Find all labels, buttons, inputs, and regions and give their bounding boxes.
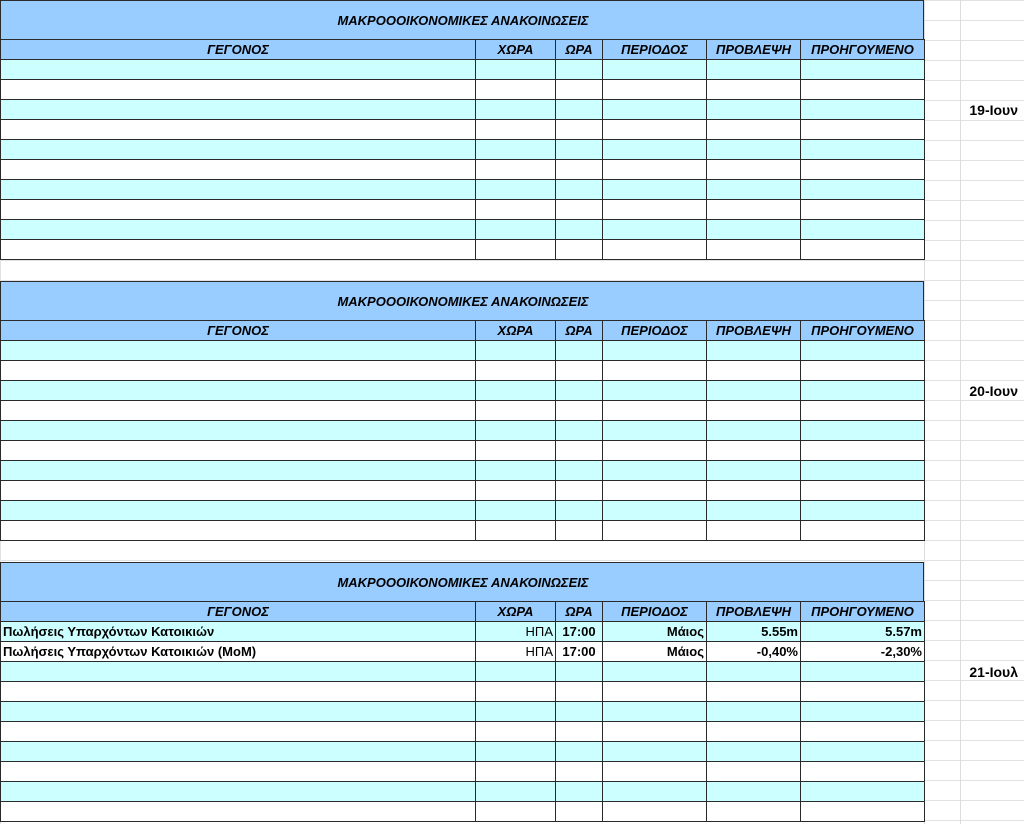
table-row: [1, 401, 925, 421]
cell-period[interactable]: [603, 341, 707, 361]
cell-period[interactable]: [603, 80, 707, 100]
cell-period[interactable]: [603, 682, 707, 702]
cell-event[interactable]: [1, 481, 476, 501]
cell-previous[interactable]: [801, 461, 925, 481]
header-row: [1, 602, 925, 622]
cell-period[interactable]: [603, 421, 707, 441]
column-header-time: ΩΡΑ: [556, 40, 603, 60]
table-row: [1, 481, 925, 501]
cell-country[interactable]: [476, 220, 556, 240]
cell-country[interactable]: [476, 100, 556, 120]
section-title: ΜΑΚΡΟΟΟΙΚΟΝΟΜΙΚΕΣ ΑΝΑΚΟΙΝΩΣΕΙΣ: [0, 281, 924, 320]
cell-period[interactable]: [603, 762, 707, 782]
cell-forecast[interactable]: [707, 722, 801, 742]
cell-event[interactable]: Πωλήσεις Υπαρχόντων Κατοικιών (MoM): [1, 642, 476, 662]
table-row: [1, 682, 925, 702]
cell-forecast[interactable]: [707, 521, 801, 541]
cell-event[interactable]: [1, 100, 476, 120]
cell-previous[interactable]: [801, 782, 925, 802]
date-label: 19-Ιουν: [969, 102, 1018, 118]
cell-time[interactable]: [556, 60, 603, 80]
cell-forecast[interactable]: [707, 361, 801, 381]
table-row: [1, 461, 925, 481]
column-header-period: ΠΕΡΙΟΔΟΣ: [603, 321, 707, 341]
column-header-period: ΠΕΡΙΟΔΟΣ: [603, 40, 707, 60]
cell-period[interactable]: [603, 140, 707, 160]
cell-forecast[interactable]: [707, 421, 801, 441]
table-row: [1, 240, 925, 260]
cell-country[interactable]: [476, 60, 556, 80]
table-row: [1, 381, 925, 401]
cell-country[interactable]: [476, 240, 556, 260]
table-row: [1, 722, 925, 742]
cell-forecast[interactable]: [707, 802, 801, 822]
cell-previous[interactable]: [801, 682, 925, 702]
cell-forecast[interactable]: [707, 220, 801, 240]
cell-forecast[interactable]: [707, 160, 801, 180]
cell-event[interactable]: [1, 361, 476, 381]
cell-forecast[interactable]: [707, 441, 801, 461]
table-row: [1, 341, 925, 361]
table-row: [1, 100, 925, 120]
cell-event[interactable]: [1, 240, 476, 260]
cell-period[interactable]: [603, 481, 707, 501]
cell-country[interactable]: [476, 361, 556, 381]
announcements-section: [0, 281, 924, 541]
column-header-time: ΩΡΑ: [556, 602, 603, 622]
cell-forecast[interactable]: [707, 702, 801, 722]
cell-period[interactable]: [603, 461, 707, 481]
cell-event[interactable]: [1, 501, 476, 521]
cell-event[interactable]: [1, 742, 476, 762]
cell-previous[interactable]: [801, 100, 925, 120]
cell-event[interactable]: [1, 180, 476, 200]
column-header-event: ΓΕΓΟΝΟΣ: [1, 40, 476, 60]
date-label: 20-Ιουν: [969, 383, 1018, 399]
cell-previous[interactable]: [801, 501, 925, 521]
column-header-previous: ΠΡΟΗΓΟΥΜΕΝΟ: [801, 602, 925, 622]
cell-previous[interactable]: [801, 702, 925, 722]
cell-period[interactable]: [603, 180, 707, 200]
cell-time[interactable]: 17:00: [556, 622, 603, 642]
date-label: 21-Ιουλ: [969, 664, 1018, 680]
column-header-period: ΠΕΡΙΟΔΟΣ: [603, 602, 707, 622]
cell-time[interactable]: [556, 120, 603, 140]
column-header-country: ΧΩΡΑ: [476, 602, 556, 622]
cell-event[interactable]: [1, 60, 476, 80]
cell-time[interactable]: [556, 341, 603, 361]
cell-previous[interactable]: [801, 481, 925, 501]
table-row: [1, 702, 925, 722]
cell-previous[interactable]: -2,30%: [801, 642, 925, 662]
cell-previous[interactable]: [801, 762, 925, 782]
cell-previous[interactable]: [801, 401, 925, 421]
cell-time[interactable]: [556, 180, 603, 200]
column-header-event: ΓΕΓΟΝΟΣ: [1, 321, 476, 341]
cell-country[interactable]: [476, 461, 556, 481]
cell-previous[interactable]: [801, 341, 925, 361]
table-row: [1, 742, 925, 762]
cell-forecast[interactable]: [707, 341, 801, 361]
cell-time[interactable]: [556, 782, 603, 802]
cell-forecast[interactable]: [707, 240, 801, 260]
cell-forecast[interactable]: [707, 501, 801, 521]
table-row: [1, 762, 925, 782]
cell-previous[interactable]: [801, 381, 925, 401]
cell-previous[interactable]: [801, 160, 925, 180]
cell-country[interactable]: ΗΠΑ: [476, 622, 556, 642]
cell-period[interactable]: [603, 160, 707, 180]
cell-forecast[interactable]: [707, 140, 801, 160]
cell-country[interactable]: [476, 381, 556, 401]
cell-time[interactable]: [556, 421, 603, 441]
table-row: [1, 361, 925, 381]
table-row: [1, 140, 925, 160]
cell-country[interactable]: [476, 521, 556, 541]
cell-event[interactable]: [1, 421, 476, 441]
table-row: [1, 120, 925, 140]
cell-country[interactable]: [476, 662, 556, 682]
cell-event[interactable]: [1, 441, 476, 461]
cell-event[interactable]: [1, 341, 476, 361]
cell-time[interactable]: [556, 481, 603, 501]
table-row: [1, 642, 925, 662]
cell-country[interactable]: ΗΠΑ: [476, 642, 556, 662]
cell-time[interactable]: [556, 220, 603, 240]
cell-period[interactable]: [603, 401, 707, 421]
column-header-time: ΩΡΑ: [556, 321, 603, 341]
cell-time[interactable]: [556, 401, 603, 421]
cell-event[interactable]: [1, 220, 476, 240]
cell-time[interactable]: [556, 381, 603, 401]
cell-previous[interactable]: [801, 200, 925, 220]
cell-previous[interactable]: [801, 742, 925, 762]
table-row: [1, 180, 925, 200]
cell-period[interactable]: [603, 60, 707, 80]
cell-event[interactable]: [1, 722, 476, 742]
cell-period[interactable]: [603, 100, 707, 120]
announcements-section: [0, 562, 924, 822]
cell-period[interactable]: [603, 802, 707, 822]
cell-period[interactable]: [603, 361, 707, 381]
cell-country[interactable]: [476, 722, 556, 742]
cell-period[interactable]: [603, 220, 707, 240]
cell-forecast[interactable]: 5.55m: [707, 622, 801, 642]
cell-forecast[interactable]: [707, 662, 801, 682]
cell-country[interactable]: [476, 421, 556, 441]
cell-forecast[interactable]: [707, 481, 801, 501]
cell-period[interactable]: [603, 441, 707, 461]
column-header-previous: ΠΡΟΗΓΟΥΜΕΝΟ: [801, 321, 925, 341]
cell-event[interactable]: [1, 200, 476, 220]
cell-forecast[interactable]: [707, 381, 801, 401]
cell-time[interactable]: [556, 461, 603, 481]
cell-time[interactable]: [556, 662, 603, 682]
cell-event[interactable]: [1, 702, 476, 722]
column-header-previous: ΠΡΟΗΓΟΥΜΕΝΟ: [801, 40, 925, 60]
cell-forecast[interactable]: [707, 120, 801, 140]
cell-previous[interactable]: [801, 521, 925, 541]
cell-forecast[interactable]: [707, 461, 801, 481]
cell-forecast[interactable]: [707, 742, 801, 762]
cell-previous[interactable]: [801, 220, 925, 240]
cell-time[interactable]: [556, 501, 603, 521]
announcements-table: [0, 320, 925, 541]
column-header-forecast: ΠΡΟΒΛΕΨΗ: [707, 40, 801, 60]
cell-time[interactable]: 17:00: [556, 642, 603, 662]
cell-forecast[interactable]: [707, 782, 801, 802]
cell-period[interactable]: [603, 782, 707, 802]
announcements-table: [0, 601, 925, 822]
column-header-forecast: ΠΡΟΒΛΕΨΗ: [707, 321, 801, 341]
cell-country[interactable]: [476, 140, 556, 160]
table-row: [1, 160, 925, 180]
cell-country[interactable]: [476, 702, 556, 722]
cell-period[interactable]: [603, 662, 707, 682]
cell-period[interactable]: [603, 521, 707, 541]
cell-forecast[interactable]: [707, 200, 801, 220]
cell-event[interactable]: [1, 802, 476, 822]
cell-event[interactable]: [1, 662, 476, 682]
cell-event[interactable]: [1, 682, 476, 702]
sheet-gridline: [960, 0, 961, 824]
cell-previous[interactable]: [801, 722, 925, 742]
cell-period[interactable]: [603, 702, 707, 722]
table-row: [1, 802, 925, 822]
cell-period[interactable]: [603, 200, 707, 220]
table-row: [1, 441, 925, 461]
table-row: [1, 521, 925, 541]
cell-previous[interactable]: 5.57m: [801, 622, 925, 642]
cell-period[interactable]: [603, 501, 707, 521]
cell-country[interactable]: [476, 180, 556, 200]
cell-time[interactable]: [556, 80, 603, 100]
cell-time[interactable]: [556, 361, 603, 381]
announcements-table: [0, 39, 925, 260]
cell-previous[interactable]: [801, 802, 925, 822]
cell-country[interactable]: [476, 782, 556, 802]
cell-time[interactable]: [556, 100, 603, 120]
cell-previous[interactable]: [801, 441, 925, 461]
cell-time[interactable]: [556, 521, 603, 541]
cell-forecast[interactable]: [707, 60, 801, 80]
cell-time[interactable]: [556, 802, 603, 822]
cell-country[interactable]: [476, 341, 556, 361]
announcements-section: [0, 0, 924, 260]
cell-event[interactable]: [1, 160, 476, 180]
cell-forecast[interactable]: [707, 80, 801, 100]
cell-country[interactable]: [476, 401, 556, 421]
cell-forecast[interactable]: [707, 401, 801, 421]
cell-event[interactable]: [1, 461, 476, 481]
cell-event[interactable]: [1, 401, 476, 421]
cell-period[interactable]: Μάιος: [603, 642, 707, 662]
cell-forecast[interactable]: -0,40%: [707, 642, 801, 662]
cell-forecast[interactable]: [707, 682, 801, 702]
column-header-event: ΓΕΓΟΝΟΣ: [1, 602, 476, 622]
cell-country[interactable]: [476, 481, 556, 501]
cell-time[interactable]: [556, 200, 603, 220]
column-header-forecast: ΠΡΟΒΛΕΨΗ: [707, 602, 801, 622]
cell-event[interactable]: [1, 521, 476, 541]
cell-previous[interactable]: [801, 662, 925, 682]
cell-time[interactable]: [556, 762, 603, 782]
cell-previous[interactable]: [801, 240, 925, 260]
cell-time[interactable]: [556, 240, 603, 260]
cell-forecast[interactable]: [707, 762, 801, 782]
table-row: [1, 622, 925, 642]
cell-event[interactable]: [1, 80, 476, 100]
table-row: [1, 662, 925, 682]
cell-previous[interactable]: [801, 80, 925, 100]
cell-country[interactable]: [476, 160, 556, 180]
column-header-country: ΧΩΡΑ: [476, 40, 556, 60]
cell-time[interactable]: [556, 140, 603, 160]
cell-period[interactable]: Μάιος: [603, 622, 707, 642]
cell-event[interactable]: [1, 120, 476, 140]
column-header-country: ΧΩΡΑ: [476, 321, 556, 341]
section-title: ΜΑΚΡΟΟΟΙΚΟΝΟΜΙΚΕΣ ΑΝΑΚΟΙΝΩΣΕΙΣ: [0, 562, 924, 601]
cell-period[interactable]: [603, 742, 707, 762]
cell-forecast[interactable]: [707, 180, 801, 200]
table-row: [1, 501, 925, 521]
cell-country[interactable]: [476, 501, 556, 521]
cell-event[interactable]: [1, 782, 476, 802]
cell-event[interactable]: Πωλήσεις Υπαρχόντων Κατοικιών: [1, 622, 476, 642]
cell-country[interactable]: [476, 802, 556, 822]
cell-period[interactable]: [603, 240, 707, 260]
cell-country[interactable]: [476, 742, 556, 762]
table-row: [1, 60, 925, 80]
table-row: [1, 782, 925, 802]
section-title: ΜΑΚΡΟΟΟΙΚΟΝΟΜΙΚΕΣ ΑΝΑΚΟΙΝΩΣΕΙΣ: [0, 0, 924, 39]
cell-time[interactable]: [556, 160, 603, 180]
cell-previous[interactable]: [801, 361, 925, 381]
cell-period[interactable]: [603, 381, 707, 401]
cell-country[interactable]: [476, 80, 556, 100]
cell-country[interactable]: [476, 441, 556, 461]
cell-country[interactable]: [476, 762, 556, 782]
header-row: [1, 40, 925, 60]
cell-previous[interactable]: [801, 140, 925, 160]
cell-period[interactable]: [603, 120, 707, 140]
cell-time[interactable]: [556, 702, 603, 722]
cell-previous[interactable]: [801, 421, 925, 441]
cell-event[interactable]: [1, 762, 476, 782]
table-row: [1, 80, 925, 100]
cell-time[interactable]: [556, 682, 603, 702]
cell-event[interactable]: [1, 140, 476, 160]
cell-previous[interactable]: [801, 120, 925, 140]
table-row: [1, 421, 925, 441]
cell-previous[interactable]: [801, 180, 925, 200]
table-row: [1, 200, 925, 220]
cell-period[interactable]: [603, 722, 707, 742]
cell-time[interactable]: [556, 742, 603, 762]
cell-time[interactable]: [556, 441, 603, 461]
cell-time[interactable]: [556, 722, 603, 742]
cell-country[interactable]: [476, 120, 556, 140]
cell-country[interactable]: [476, 682, 556, 702]
cell-forecast[interactable]: [707, 100, 801, 120]
header-row: [1, 321, 925, 341]
table-row: [1, 220, 925, 240]
cell-event[interactable]: [1, 381, 476, 401]
cell-previous[interactable]: [801, 60, 925, 80]
cell-country[interactable]: [476, 200, 556, 220]
